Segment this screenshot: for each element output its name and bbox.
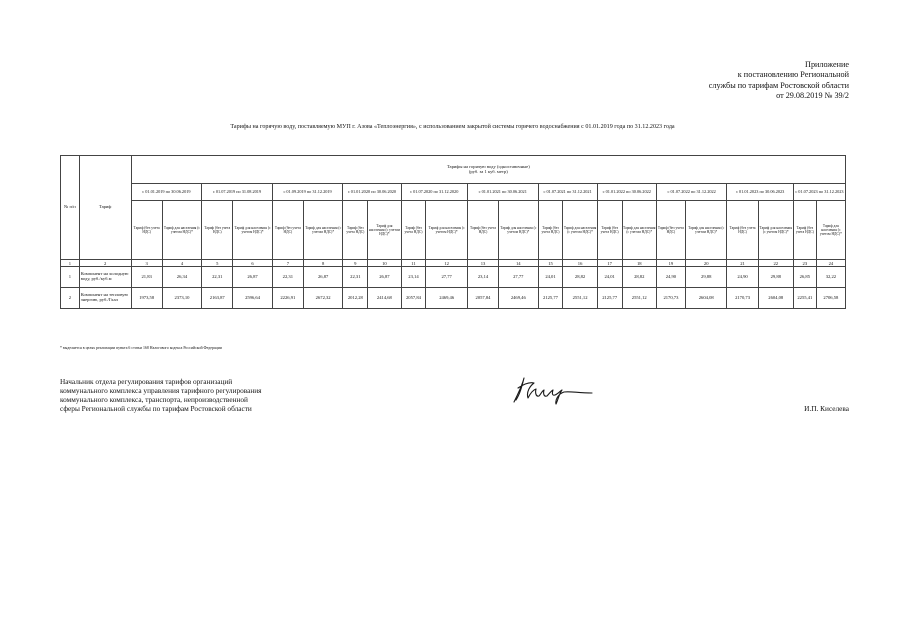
column-number-cell: 14 xyxy=(499,260,538,267)
value-cell: 24,01 xyxy=(597,267,622,288)
subheader-cell: Тариф (без учета НДС) xyxy=(597,201,622,260)
column-number-cell: 18 xyxy=(622,260,656,267)
column-number-cell: 4 xyxy=(162,260,201,267)
value-cell: 22,31 xyxy=(202,267,233,288)
subheader-cell: Тариф для населения (с учетом НДС)* xyxy=(368,201,401,260)
value-cell: 2057,84 xyxy=(467,288,498,309)
row-number-cell: 1 xyxy=(61,267,80,288)
subheader-cell: Тариф для населения (с учетом НДС)* xyxy=(758,201,793,260)
subheader-cell: Тариф (без учета НДС) xyxy=(401,201,426,260)
subheader-cell: Тариф (без учета НДС) xyxy=(467,201,498,260)
value-cell: 29,88 xyxy=(685,267,727,288)
value-cell: 2373,10 xyxy=(162,288,201,309)
value-cell: 28,82 xyxy=(563,267,597,288)
appendix-block xyxy=(709,60,849,101)
value-cell: 21,83 xyxy=(131,267,162,288)
subheader-cell: Тариф (без учета НДС) xyxy=(727,201,758,260)
subheader-cell: Тариф для населения (с учетом НДС)* xyxy=(303,201,342,260)
value-cell: 32,22 xyxy=(816,267,845,288)
column-number-cell: 13 xyxy=(467,260,498,267)
footnote: * выделяется в целях реализации пункта 6 статьи 168 Налогового кодекса Российской Федерации xyxy=(60,346,222,350)
main-header-line: Тарифы на горячую воду (одноставочные) xyxy=(446,163,530,169)
subheader-cell: Тариф для населения (с учетом НДС)* xyxy=(162,201,201,260)
column-number-cell: 19 xyxy=(656,260,685,267)
value-cell: 23,14 xyxy=(401,267,426,288)
value-cell: 2469,46 xyxy=(499,288,538,309)
column-number-cell: 20 xyxy=(685,260,727,267)
subheader-cell: Тариф (без учета НДС) xyxy=(272,201,303,260)
column-number-cell: 15 xyxy=(538,260,563,267)
value-cell: 2551,12 xyxy=(563,288,597,309)
subheader-cell: Тариф для населения (с учетом НДС)* xyxy=(499,201,538,260)
value-cell: 2604,08 xyxy=(758,288,793,309)
period-header-row xyxy=(61,184,846,201)
main-header xyxy=(131,156,845,184)
value-cell: 26,85 xyxy=(793,267,816,288)
column-number-cell: 5 xyxy=(202,260,233,267)
table-header-row xyxy=(61,156,846,184)
handwritten-signature xyxy=(512,372,594,408)
signer-position-line: коммунального комплекса, транспорта, непроизводственной xyxy=(60,395,248,405)
tariff-table xyxy=(60,155,846,309)
value-cell: 2163,87 xyxy=(202,288,233,309)
appendix-line: к постановлению Региональной xyxy=(737,70,849,80)
col-header-number: № п/п xyxy=(61,156,80,260)
subheader-cell: Тариф (без учета НДС) xyxy=(202,201,233,260)
col-header-tariff: Тариф xyxy=(79,156,131,260)
column-number-cell: 16 xyxy=(563,260,597,267)
table-row xyxy=(61,288,846,309)
value-cell: 2125,77 xyxy=(597,288,622,309)
value-cell: 2469,46 xyxy=(426,288,468,309)
subheader-cell: Тариф (без учета НДС) xyxy=(538,201,563,260)
period-header: с 01.01.2020 по 30.06.2020 xyxy=(343,184,401,201)
column-number-cell: 24 xyxy=(816,260,845,267)
value-cell: 2706,58 xyxy=(816,288,845,309)
column-number-cell: 1 xyxy=(61,260,80,267)
signer-position-block xyxy=(60,377,262,413)
period-header: с 01.07.2019 по 31.08.2019 xyxy=(202,184,273,201)
subheader-cell: Тариф для населения (с учетом НДС)* xyxy=(563,201,597,260)
period-header: с 01.07.2021 по 31.12.2021 xyxy=(538,184,597,201)
column-number-cell: 21 xyxy=(727,260,758,267)
period-header: с 01.01.2021 по 30.06.2021 xyxy=(467,184,538,201)
table-row xyxy=(61,267,846,288)
subheader-cell: Тариф (без учета НДС) xyxy=(656,201,685,260)
subheader-cell: Тариф (без учета НДС) xyxy=(793,201,816,260)
column-number-cell: 6 xyxy=(233,260,272,267)
value-cell: 2170,73 xyxy=(727,288,758,309)
main-header-line: (руб. за 1 куб. метр) xyxy=(468,168,508,174)
column-number-cell: 7 xyxy=(272,260,303,267)
column-number-cell: 8 xyxy=(303,260,342,267)
period-header: с 01.01.2022 по 30.06.2022 xyxy=(597,184,656,201)
value-cell: 26,87 xyxy=(368,267,401,288)
value-cell: 28,82 xyxy=(622,267,656,288)
value-cell: 2170,73 xyxy=(656,288,685,309)
signer-position-line: коммунального комплекса управления тарифного регулирования xyxy=(60,386,262,396)
row-number-cell: 2 xyxy=(61,288,80,309)
value-cell: 2414,68 xyxy=(368,288,401,309)
value-cell: 2226,91 xyxy=(272,288,303,309)
value-cell: 24,90 xyxy=(656,267,685,288)
subheader-cell: Тариф для населения (с учетом НДС)* xyxy=(622,201,656,260)
subheader-cell: Тариф (без учета НДС) xyxy=(131,201,162,260)
document-title: Тарифы на горячую воду, поставляемую МУП г. Азова «Теплоэнергия», с использованием закрытой системы горячего водоснабжения с 01.01.2019 года по 31.12.2023 года xyxy=(230,124,675,130)
subheader-cell: Тариф для населения (с учетом НДС)* xyxy=(816,201,845,260)
value-cell: 2012,28 xyxy=(343,288,368,309)
value-cell: 24,90 xyxy=(727,267,758,288)
value-cell: 29,88 xyxy=(758,267,793,288)
value-cell: 2551,12 xyxy=(622,288,656,309)
value-cell: 24,01 xyxy=(538,267,563,288)
signer-position-line: сферы Региональной службы по тарифам Ростовской области xyxy=(60,404,252,414)
subheader-row xyxy=(61,201,846,260)
column-number-cell: 10 xyxy=(368,260,401,267)
value-cell: 2125,77 xyxy=(538,288,563,309)
column-number-cell: 12 xyxy=(426,260,468,267)
column-number-cell: 2 xyxy=(79,260,131,267)
value-cell: 2604,08 xyxy=(685,288,727,309)
row-name-cell: Компонент на холодную воду, руб./куб.м xyxy=(79,267,131,288)
value-cell: 2057,84 xyxy=(401,288,426,309)
subheader-cell: Тариф для населения (с учетом НДС)* xyxy=(233,201,272,260)
signer-position-line: Начальник отдела регулирования тарифов организаций xyxy=(60,377,233,386)
value-cell: 1973,58 xyxy=(131,288,162,309)
column-number-cell: 3 xyxy=(131,260,162,267)
column-number-cell: 17 xyxy=(597,260,622,267)
value-cell: 27,77 xyxy=(499,267,538,288)
period-header: с 01.09.2019 по 31.12.2019 xyxy=(272,184,343,201)
signer-name: И.П. Киселева xyxy=(804,404,849,413)
value-cell: 26,87 xyxy=(233,267,272,288)
column-number-cell: 22 xyxy=(758,260,793,267)
value-cell: 22,31 xyxy=(272,267,303,288)
value-cell: 26,34 xyxy=(162,267,201,288)
value-cell: 22,31 xyxy=(343,267,368,288)
column-number-cell: 11 xyxy=(401,260,426,267)
column-number-row xyxy=(61,260,846,267)
period-header: с 01.07.2023 по 31.12.2023 xyxy=(793,184,845,201)
appendix-line: от 29.08.2019 № 39/2 xyxy=(776,90,849,100)
subheader-cell: Тариф (без учета НДС) xyxy=(343,201,368,260)
tariff-table-wrapper xyxy=(60,155,846,309)
subheader-cell: Тариф для населения (с учетом НДС)* xyxy=(426,201,468,260)
period-header: с 01.07.2020 по 31.12.2020 xyxy=(401,184,467,201)
subheader-cell: Тариф для населения (с учетом НДС)* xyxy=(685,201,727,260)
period-header: с 01.01.2019 по 30.06.2019 xyxy=(131,184,202,201)
value-cell: 2672,32 xyxy=(303,288,342,309)
period-header: с 01.01.2023 по 30.06.2023 xyxy=(727,184,793,201)
value-cell: 2596,64 xyxy=(233,288,272,309)
period-header: с 01.07.2022 по 31.12.2022 xyxy=(656,184,727,201)
column-number-cell: 9 xyxy=(343,260,368,267)
value-cell: 27,77 xyxy=(426,267,468,288)
row-name-cell: Компонент на тепловую энергию, руб./Гкал xyxy=(79,288,131,309)
value-cell: 2255,41 xyxy=(793,288,816,309)
appendix-line: Приложение xyxy=(805,60,849,69)
value-cell: 23,14 xyxy=(467,267,498,288)
column-number-cell: 23 xyxy=(793,260,816,267)
value-cell: 26,87 xyxy=(303,267,342,288)
appendix-line: службы по тарифам Ростовской области xyxy=(708,80,849,90)
